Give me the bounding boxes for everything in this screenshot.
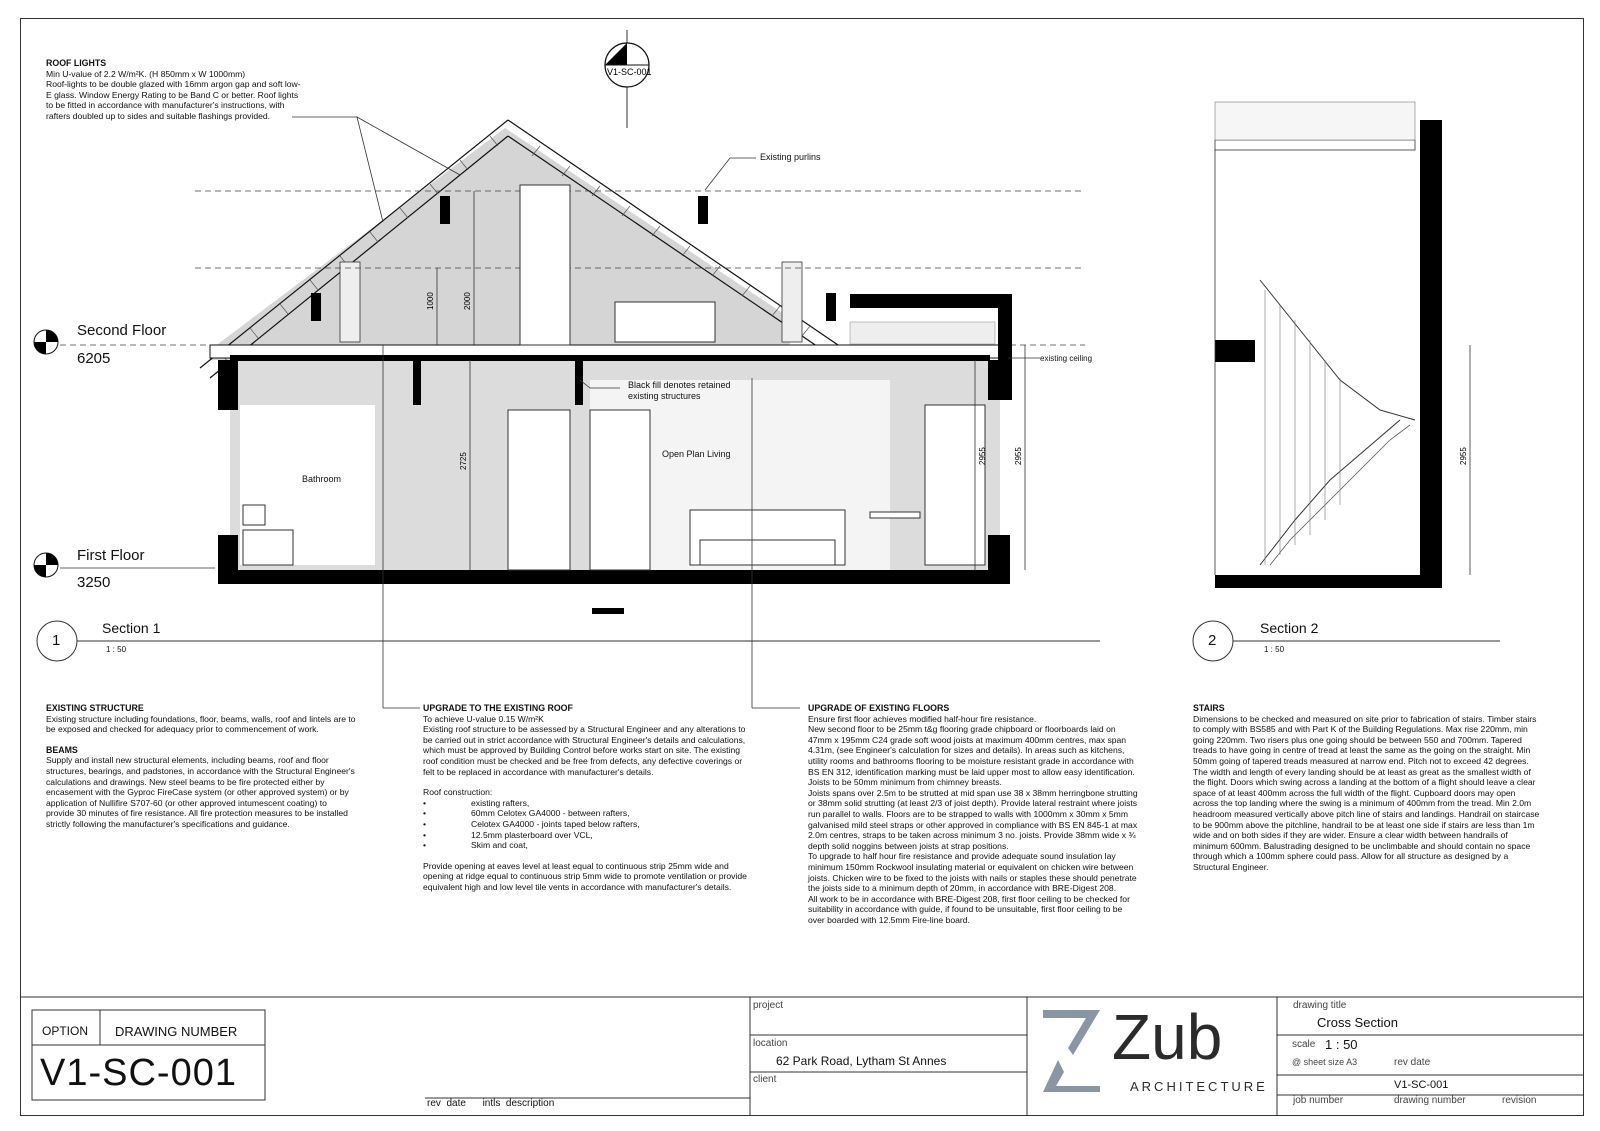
revision-columns: rev date intls description xyxy=(427,1098,555,1109)
logo-subtitle: ARCHITECTURE xyxy=(1130,1079,1268,1094)
section-2-number: 2 xyxy=(1208,632,1217,649)
job-number-label: job number xyxy=(1293,1095,1344,1106)
callout-existing-purlins: Existing purlins xyxy=(760,152,821,162)
drawing-number-small: V1-SC-001 xyxy=(1394,1079,1449,1091)
room-label-open-plan: Open Plan Living xyxy=(662,449,731,459)
section-mark-number: 2 xyxy=(622,49,628,60)
section-2-scale: 1 : 50 xyxy=(1264,645,1285,654)
room-label-bathroom: Bathroom xyxy=(302,474,342,484)
drawing-number: V1-SC-001 xyxy=(40,1052,237,1094)
dim-2955-c: 2955 xyxy=(1459,447,1468,465)
section-2-label: Section 2 xyxy=(1260,620,1319,636)
scale-label: scale xyxy=(1292,1039,1316,1050)
drawing-title-label: drawing title xyxy=(1293,1000,1347,1011)
drawing-title: Cross Section xyxy=(1317,1015,1398,1030)
dim-1000: 1000 xyxy=(426,292,435,310)
level-second-name: Second Floor xyxy=(77,322,167,339)
scale-value: 1 : 50 xyxy=(1325,1037,1358,1052)
project-label: project xyxy=(753,1000,784,1011)
dim-2955-b: 2955 xyxy=(1014,447,1023,465)
note-upgrade-roof: UPGRADE TO THE EXISTING ROOF To achieve U-value 0.15 W/m²K Existing roof structure to be assessed by a Structural Engineer and any alterations to be carried out in strict accordance with Structural Engineer's details and calculations, which must be approved by Building Control before works start on site. The existing roof condition must be checked and be free from defects, any defective coverings or felt to be replaced in accordance with manufacturer's details. Roof construction: • existing rafters, • 60mm Celotex GA4000 - between rafters, • Celotex GA4000 - joints taped below rafters, • 12.5mm plasterboard over VCL, • Skim and coat, Provide opening at eaves level at least equal to continuous strip 25mm wide and opening at ridge equal to continuous strip 5mm wide to promote ventilation or provide equivalent high and low level tile vents in accordance with manufacturer's details. xyxy=(423,703,753,893)
location-value: 62 Park Road, Lytham St Annes xyxy=(776,1054,947,1068)
note-existing-structure: EXISTING STRUCTURE Existing structure including foundations, floor, beams, walls, roof and lintels are to be exposed and checked for adequacy prior to commencement of work. BEAMS Supply and install new structural elements, including beams, roof and floor structures, bearings, and padstones, in accordance with the Structural Engineer's calculations and drawings. New steel beams to be fire protected either by encasement with the Gyproc FireCase system (or other approved system) or by application of Nullifire S707-60 (or other approved intumescent coating) to provide 30 minutes of fire resistance. All fire protection measures to be installed strictly following the manufacturer's specifications and guidance. xyxy=(46,703,356,829)
note-upgrade-floors: UPGRADE OF EXISTING FLOORS Ensure first floor achieves modified half-hour fire resistance. New second floor to be 25mm t&g flooring grade chipboard or floorboards laid on 47mm x 195mm C24 grade soft wood joists at maximum 400mm centres, max span 4.31m, (see Engineer's calculation for sizes and details). In areas such as kitchens, utility rooms and bathrooms flooring to be moisture resistant grade in accordance with BS EN 312, identification marking must be laid upper most to allow easy identification. Joists to be 50mm minimum from chimney breasts. Joists spans over 2.5m to be strutted at mid span use 38 x 38mm herringbone strutting or 38mm solid strutting (at least 2/3 of joist depth). Provide lateral restraint where joists run parallel to walls. Floors are to be strapped to walls with 1000mm x 30mm x 5mm galvanised mild steel straps or other approved in compliance with BS EN 845-1 at max 2.0m centres, straps to be taken across minimum 3 no. joists. Provide 38mm wide x ¾ depth solid noggins between joists at strap positions. To upgrade to half hour fire resistance and provide adequate sound insulation lay minimum 150mm Rockwool insulating material or equivalent on chicken wire between joists. Chicken wire to be fixed to the joists with nails or staples these should penetrate the joists side to a minimum depth of 20mm, in accordance with BRE-Digest 208. All work to be in accordance with BRE-Digest 208, first floor ceiling to be checked for suitability in accordance with guide, if found to be unsuitable, first floor ceiling to be over boarded with 12.5mm Fire-line board. xyxy=(808,703,1138,925)
level-first-value: 3250 xyxy=(77,574,111,591)
dim-2955-a: 2955 xyxy=(978,447,987,465)
option-label: OPTION xyxy=(42,1024,89,1038)
section-1-label: Section 1 xyxy=(102,620,161,636)
logo-word: Zub xyxy=(1112,1001,1223,1073)
dim-2000: 2000 xyxy=(463,292,472,310)
section-1-scale: 1 : 50 xyxy=(106,645,127,654)
revision-label: revision xyxy=(1502,1095,1537,1106)
section-mark-ref: V1-SC-001 xyxy=(607,67,652,77)
dim-2725: 2725 xyxy=(459,452,468,470)
callout-existing-ceiling: existing ceiling xyxy=(1040,354,1093,363)
sheet-size: @ sheet size A3 xyxy=(1292,1057,1358,1067)
note-roof-lights: ROOF LIGHTS Min U-value of 2.2 W/m²K. (H 850mm x W 1000mm) Roof-lights to be double glazed with 16mm argon gap and soft low- E glass. Window Energy Rating to be Band C or better. Roof lights to be fitted in accordance with manufacturer's instructions, with rafters doubled up to sides and suitable flashings provided. xyxy=(46,58,301,121)
client-label: client xyxy=(753,1074,777,1085)
note-stairs: STAIRS Dimensions to be checked and measured on site prior to fabrication of stairs. Timber stairs to comply with BS585 and with Part K of the Building Regulations. Max rise 220mm, min going 220mm. Two risers plus one going should be between 550 and 700mm. Tapered treads to have going in centre of tread at least the same as the going on the straight. Min 50mm going of tapered treads measured at narrow end. Pitch not to exceed 42 degrees. The width and length of every landing should be at least as great as the smallest width of the flight. Doors which swing across a landing at the bottom of a flight should leave a clear space of at least 400mm across the full width of the flight. Cupboard doors may open across the top landing where the swing is a minimum of 400mm from the tread. Min 2.0m headroom measured vertically above pitch line of stairs and landings. Handrail on staircase to be 900mm above the pitchline, handrail to be at least one side if stairs are less than 1m wide and on both sides if they are wider. Ensure a clear width between handrails of minimum 600mm. Balustrading designed to be unclimbable and should contain no space through which a 100mm sphere could pass. Allow for all structure as designed by a Structural Engineer. xyxy=(1193,703,1540,872)
location-label: location xyxy=(753,1038,788,1049)
level-first-name: First Floor xyxy=(77,547,145,564)
callout-black-fill: Black fill denotes retained existing structures xyxy=(628,380,731,401)
section-1-number: 1 xyxy=(52,632,61,649)
rev-date-label: rev date xyxy=(1394,1057,1431,1068)
level-second-value: 6205 xyxy=(77,350,111,367)
zub-logo-mark xyxy=(1043,1010,1100,1092)
drawing-number-label: DRAWING NUMBER xyxy=(115,1024,238,1039)
drawing-number-label-small: drawing number xyxy=(1394,1095,1466,1106)
